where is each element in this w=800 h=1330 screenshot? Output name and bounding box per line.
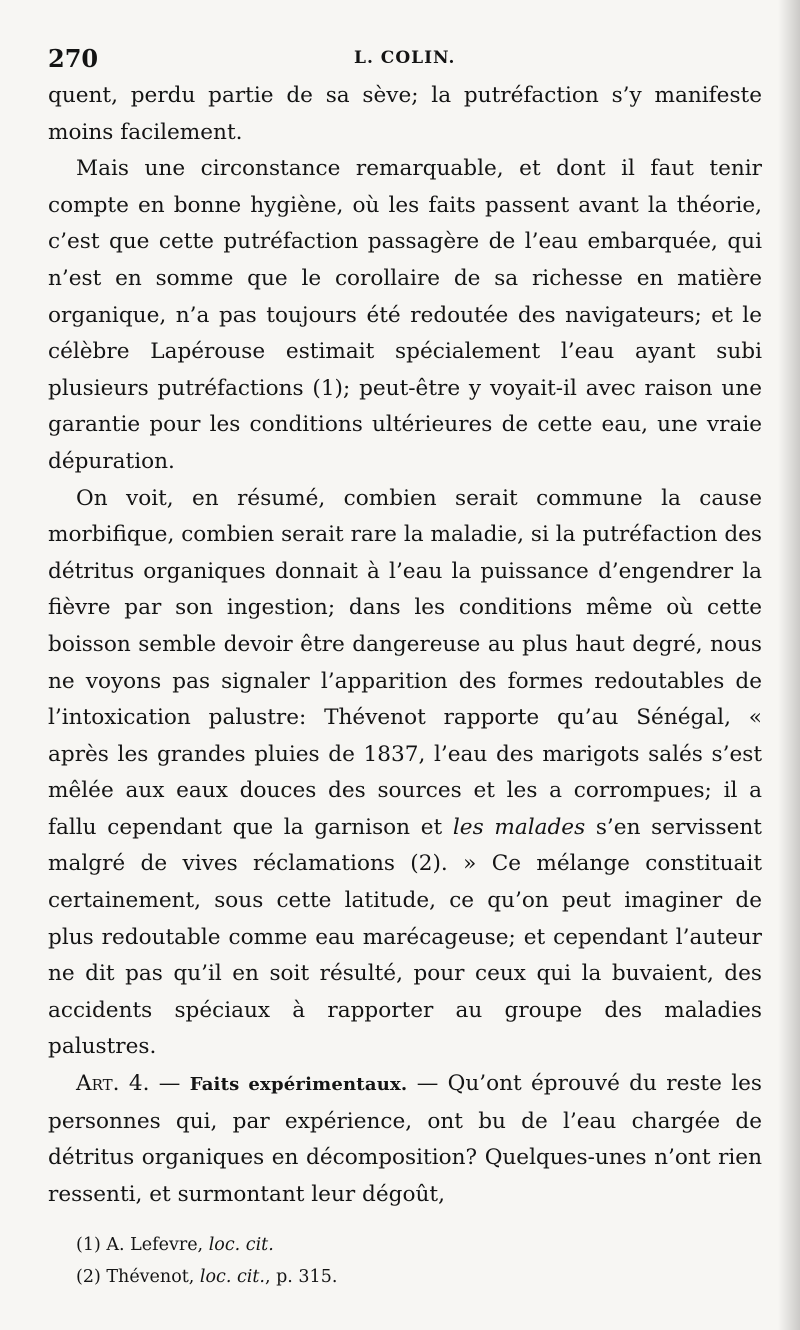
paragraph-1: quent, perdu partie de sa sève; la putréfaction s’y manifeste moins facilement. [48,83,762,145]
article-number: Art. 4. [76,1071,150,1097]
paragraph-3-text-b: s’en servissent malgré de vives réclamations (2). » Ce mélange constituait certainement, sous cette latitude, ce qu’on peut imaginer de plus redoutable comme eau marécageuse; et cependant l’auteur ne dit pas qu’il en soit résulté, pour ceux qui la buvaient, des accidents spéciaux à rapporter au groupe des maladies palustres. [48,814,762,1060]
footnote-2 [76,1261,756,1293]
body-text [48,78,762,1213]
footnote-1 [76,1229,756,1261]
paragraph-2: Mais une circonstance remarquable, et dont il faut tenir compte en bonne hygiène, où les faits passent avant la théorie, c’est que cette putréfaction passagère de l’eau embarquée, qui n’est en somme que le corollaire de sa richesse en matière organique, n’a pas toujours été redoutée des navigateurs; et le célèbre Lapérouse estimait spécialement l’eau ayant subi plusieurs putréfactions (1); peut-être y voyait-il avec raison une garantie pour les conditions ultérieures de cette eau, une vraie dépuration. [48,156,762,474]
paragraph-3-text-a: On voit, en résumé, combien serait commune la cause morbifique, combien serait rare la maladie, si la putréfaction des détritus organiques donnait à l’eau la puissance d’engendrer la fièvre par son ingestion; dans les conditions même où cette boisson semble devoir être dangereuse au plus haut degré, nous ne voyons pas signaler l’apparition des formes redoutables de l’intoxication palustre: Thévenot rapporte qu’au Sénégal, « après les grandes pluies de 1837, l’eau des marigots salés s’est mêlée aux eaux douces des sources et les a corrompues; il a fallu cependant que la garnison et [48,485,762,840]
running-title: L. COLIN. [354,48,456,68]
footnote-2-marker: (2) [76,1267,101,1287]
footnote-1-marker: (1) [76,1235,101,1255]
page-number: 270 [48,44,99,73]
paragraph-4 [48,1066,762,1213]
footnote-1-author: A. Lefevre, [106,1235,204,1255]
footnotes [76,1229,756,1293]
footnote-2-page: , p. 315. [264,1267,338,1287]
article-dash: — [149,1071,190,1097]
section-title: Faits expérimentaux. [189,1074,408,1096]
paragraph-3 [48,481,762,1067]
paragraph-3-italic: les malades [452,814,586,840]
footnote-2-ref: loc. cit. [199,1267,265,1287]
footnote-1-ref: loc. cit. [208,1235,274,1255]
running-head [48,44,760,74]
paragraph-4-text: — Qu’ont éprouvé du reste les personnes qui, par expérience, ont bu de l’eau chargée de détritus organiques en décomposition? Quelques-unes n’ont rien ressenti, et surmontant leur dégoût, [48,1071,762,1207]
page-edge-shadow [778,0,800,1330]
footnote-2-author: Thévenot, [106,1267,195,1287]
